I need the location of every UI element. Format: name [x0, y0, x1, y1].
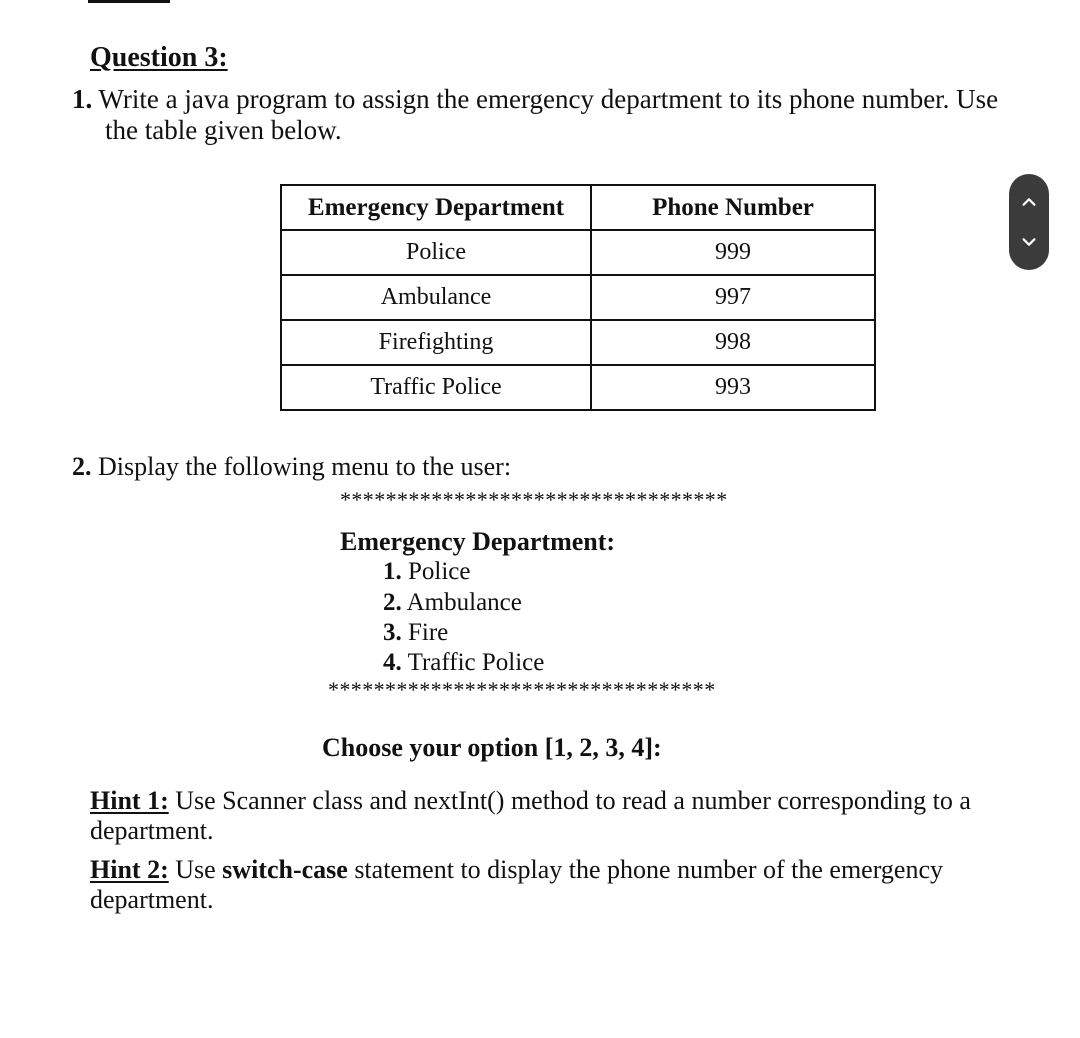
table-row — [281, 275, 875, 320]
table-cell-phone: 999 — [591, 230, 875, 275]
choose-option-prompt: Choose your option [1, 2, 3, 4]: — [322, 733, 662, 762]
menu-item — [383, 649, 544, 677]
menu-item — [383, 589, 522, 617]
menu-stars-bottom: ********************************** — [328, 677, 716, 702]
item-2-number: 2. — [72, 452, 92, 481]
hint-1 — [90, 786, 971, 816]
table-cell-department: Police — [281, 230, 591, 275]
table-cell-phone: 998 — [591, 320, 875, 365]
menu-stars-top: ********************************** — [340, 487, 728, 512]
menu-item-label: Traffic Police — [407, 649, 545, 676]
table-row — [281, 230, 875, 275]
chevron-up-icon — [1020, 193, 1038, 211]
hint-2-text-post: statement to display the phone number of the emergency — [347, 855, 943, 884]
table-cell-phone: 993 — [591, 365, 875, 410]
table-cell-department: Firefighting — [281, 320, 591, 365]
question-title: Question 3: — [90, 42, 228, 73]
table-cell-phone: 997 — [591, 275, 875, 320]
menu-item — [383, 558, 471, 586]
menu-item-label: Police — [408, 558, 471, 585]
table-row — [281, 320, 875, 365]
hint-2-line-2: department. — [90, 885, 214, 914]
hint-2-keyword: switch-case — [222, 855, 348, 884]
item-2 — [72, 452, 511, 482]
item-1-line-2: the table given below. — [105, 115, 342, 145]
hint-2-label: Hint 2: — [90, 855, 169, 884]
menu-item-number: 3. — [383, 619, 402, 646]
scroll-down-button[interactable] — [1009, 218, 1049, 266]
table-cell-department: Ambulance — [281, 275, 591, 320]
chevron-down-icon — [1020, 233, 1038, 251]
hint-1-label: Hint 1: — [90, 786, 169, 815]
menu-item-label: Fire — [408, 619, 449, 646]
hint-2 — [90, 855, 943, 885]
emergency-phone-table — [280, 184, 876, 411]
table-row — [281, 365, 875, 410]
menu-item — [383, 619, 448, 647]
menu-item-number: 1. — [383, 558, 402, 585]
table-header-phone: Phone Number — [591, 185, 875, 230]
hint-1-line-2: department. — [90, 816, 214, 845]
page-scroll-control — [1009, 174, 1049, 270]
menu-item-number: 2. — [383, 589, 402, 616]
previous-content-fragment — [88, 0, 170, 3]
item-1-line-1 — [72, 84, 998, 115]
hint-1-text: Use Scanner class and nextInt() method to read a number corresponding to a — [168, 786, 971, 815]
item-1-text: Write a java program to assign the emergency department to its phone number. Use — [98, 84, 999, 114]
table-cell-department: Traffic Police — [281, 365, 591, 410]
menu-item-number: 4. — [383, 649, 402, 676]
item-1-number: 1. — [72, 84, 93, 114]
table-header-department: Emergency Department — [281, 185, 591, 230]
menu-item-label: Ambulance — [406, 589, 522, 616]
menu-title: Emergency Department: — [340, 527, 616, 556]
item-2-text: Display the following menu to the user: — [98, 452, 512, 481]
table-header-row — [281, 185, 875, 230]
hint-2-text-pre: Use — [168, 855, 223, 884]
